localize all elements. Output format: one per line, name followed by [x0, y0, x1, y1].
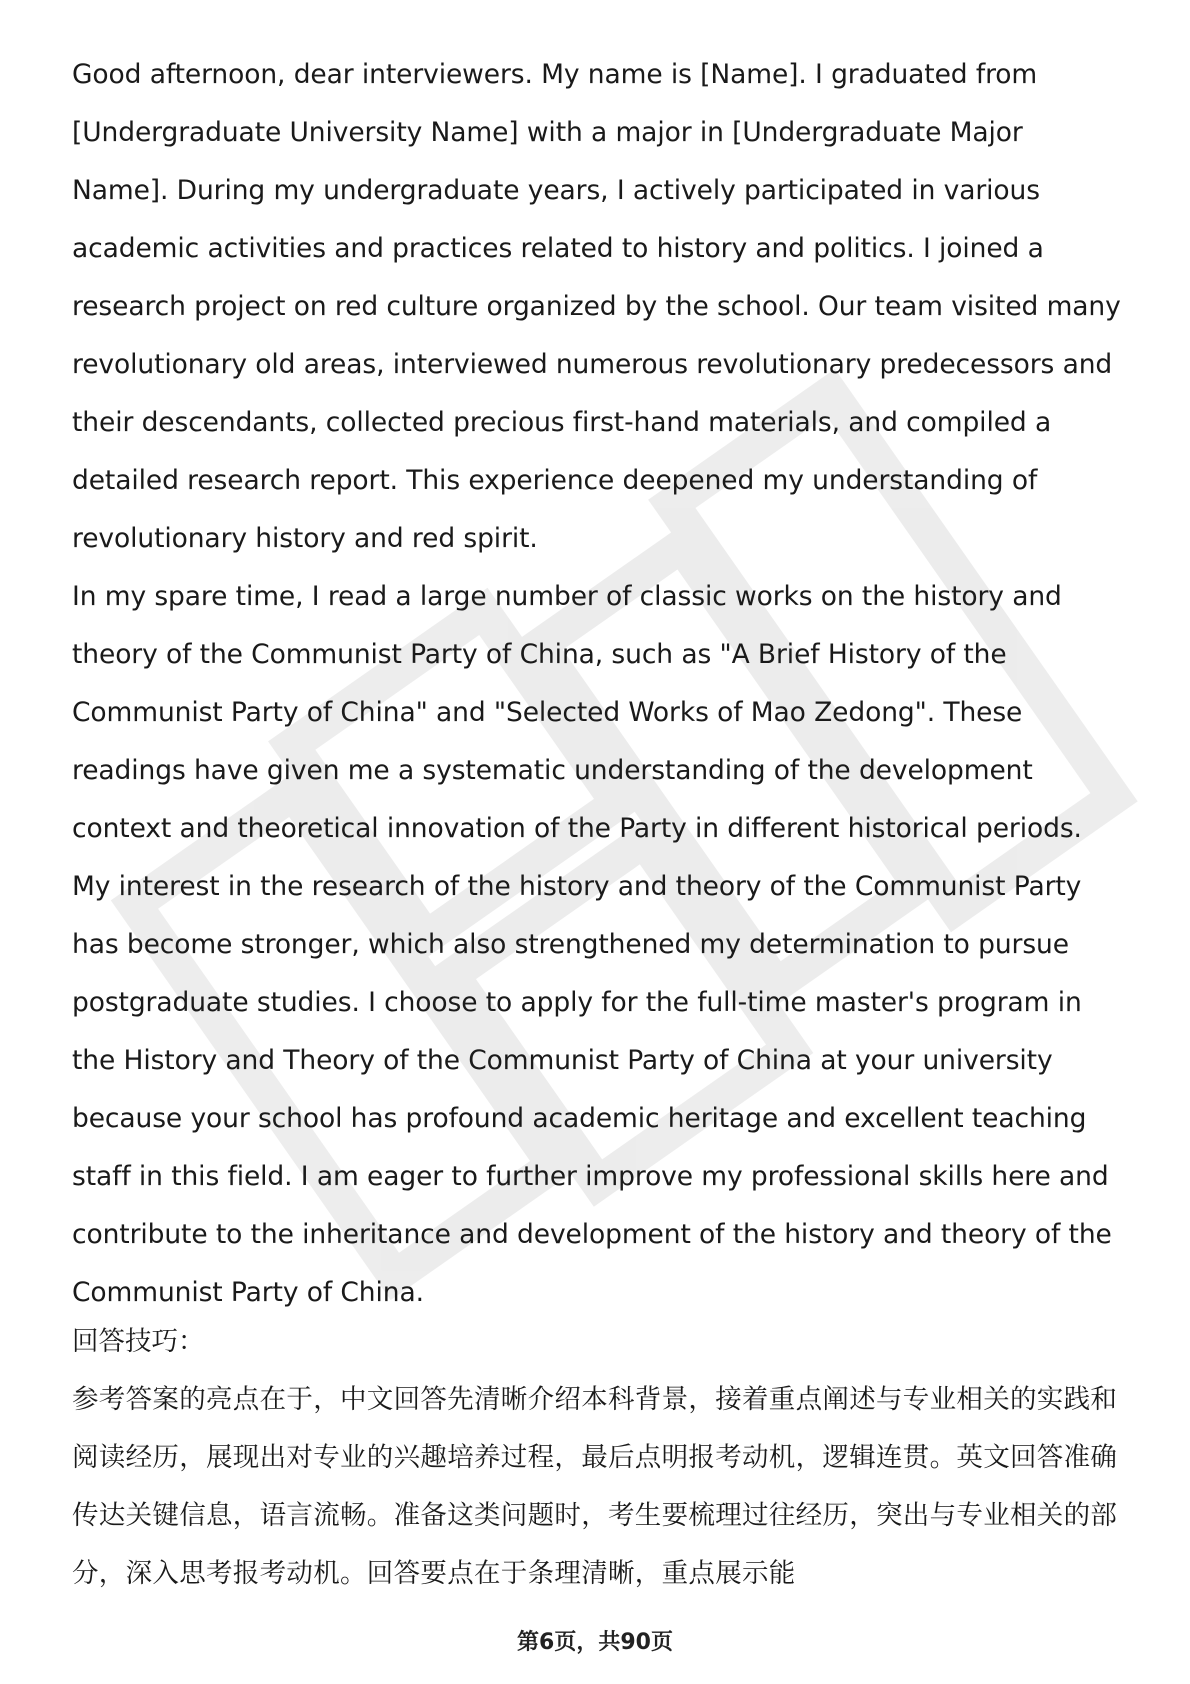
answer-paragraph-1: Good afternoon, dear interviewers. My name is [Name]. I graduated from [Undergraduate University Name] with a major in [Undergraduate Major Name]. During my undergraduate years, I actively participated in various academic activities and practices related to history and politics. I joined a research project on red culture organized by the school. Our team visited many revolutionary old areas, interviewed numerous revolutionary predecessors and their descendants, collected precious first-hand materials, and compiled a detailed research report. This experience deepened my understanding of revolutionary history and red spirit. [72, 59, 1121, 554]
answer-paragraph-2: In my spare time, I read a large number of classic works on the history and theory of the Communist Party of China, such as "A Brief History of the Communist Party of China" and "Selected Works of Mao Zedong". These readings have given me a systematic understanding of the development context and theoretical innovation of the Party in different historical periods. My interest in the research of the history and theory of the Communist Party has become stronger, which also strengthened my determination to pursue postgraduate studies. I choose to apply for the full-time master's program in the History and Theory of the Communist Party of China at your university because your school has profound academic heritage and excellent teaching staff in this field. I am eager to further improve my professional skills here and contribute to the inheritance and development of the history and theory of the Communist Party of China. [72, 581, 1112, 1308]
tips-body: 参考答案的亮点在于，中文回答先清晰介绍本科背景，接着重点阐述与专业相关的实践和阅读经历，展现出对专业的兴趣培养过程，最后点明报考动机，逻辑连贯。英文回答准确传达关键信息，语言流畅。准备这类问题时，考生要梳理过往经历，突出与专业相关的部分，深入思考报考动机。回答要点在于条理清晰，重点展示能 [72, 1384, 1118, 1589]
tips-heading: 回答技巧： [72, 1326, 205, 1357]
page-number: 第6页，共90页 [517, 1630, 673, 1655]
answer-text [72, 46, 1122, 1322]
